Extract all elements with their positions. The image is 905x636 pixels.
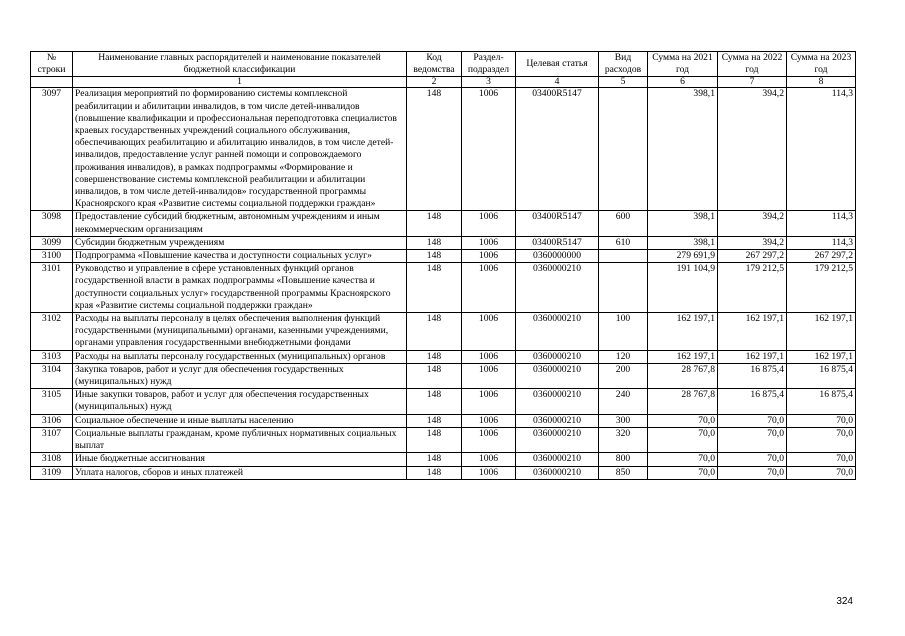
table-row xyxy=(31,466,856,479)
row-name: Расходы на выплаты персоналу в целях обеспечения выполнения функций государственными (муниципальными) органами, казенными учреждениями, органами управления государственными внебюджетными фондами xyxy=(73,313,407,351)
row-department-code: 148 xyxy=(407,313,462,351)
row-target-article: 0360000210 xyxy=(516,313,599,351)
row-expense-type: 120 xyxy=(599,350,648,363)
table-row xyxy=(31,236,856,249)
header-sum-2023: Сумма на 2023 год xyxy=(787,52,856,77)
row-sum-2022: 70,0 xyxy=(718,453,787,466)
row-sum-2022: 70,0 xyxy=(718,466,787,479)
row-section: 1006 xyxy=(462,236,516,249)
row-expense-type xyxy=(599,263,648,313)
row-expense-type: 600 xyxy=(599,211,648,236)
row-name: Иные бюджетные ассигнования xyxy=(73,453,407,466)
table-row xyxy=(31,313,856,351)
column-number: 3 xyxy=(462,77,516,88)
row-sum-2021: 279 691,9 xyxy=(648,250,718,263)
row-sum-2023: 162 197,1 xyxy=(787,313,856,351)
row-section: 1006 xyxy=(462,211,516,236)
row-sum-2021: 162 197,1 xyxy=(648,313,718,351)
row-section: 1006 xyxy=(462,414,516,427)
row-expense-type: 200 xyxy=(599,363,648,388)
row-name: Подпрограмма «Повышение качества и доступности социальных услуг» xyxy=(73,250,407,263)
row-department-code: 148 xyxy=(407,427,462,452)
page-number: 324 xyxy=(836,596,853,607)
row-sum-2021: 398,1 xyxy=(648,211,718,236)
budget-table-container xyxy=(30,51,855,480)
row-number: 3099 xyxy=(31,236,73,249)
row-number: 3097 xyxy=(31,88,73,211)
row-expense-type: 240 xyxy=(599,389,648,414)
row-number: 3105 xyxy=(31,389,73,414)
row-name: Предоставление субсидий бюджетным, автономным учреждениям и иным некоммерческим организациям xyxy=(73,211,407,236)
row-sum-2023: 114,3 xyxy=(787,236,856,249)
row-sum-2022: 267 297,2 xyxy=(718,250,787,263)
header-row xyxy=(31,52,856,77)
row-name: Закупка товаров, работ и услуг для обеспечения государственных (муниципальных) нужд xyxy=(73,363,407,388)
row-target-article: 0360000210 xyxy=(516,414,599,427)
row-sum-2021: 70,0 xyxy=(648,414,718,427)
row-department-code: 148 xyxy=(407,211,462,236)
row-department-code: 148 xyxy=(407,236,462,249)
row-department-code: 148 xyxy=(407,414,462,427)
row-sum-2023: 70,0 xyxy=(787,466,856,479)
row-sum-2022: 394,2 xyxy=(718,236,787,249)
row-number: 3109 xyxy=(31,466,73,479)
row-target-article: 0360000210 xyxy=(516,350,599,363)
header-expense-type: Вид расходов xyxy=(599,52,648,77)
row-number: 3101 xyxy=(31,263,73,313)
row-sum-2021: 162 197,1 xyxy=(648,350,718,363)
table-row xyxy=(31,88,856,211)
row-sum-2021: 28 767,8 xyxy=(648,389,718,414)
row-target-article: 0360000210 xyxy=(516,363,599,388)
row-name: Социальное обеспечение и иные выплаты населению xyxy=(73,414,407,427)
row-sum-2023: 16 875,4 xyxy=(787,389,856,414)
row-sum-2022: 162 197,1 xyxy=(718,313,787,351)
row-section: 1006 xyxy=(462,350,516,363)
column-number xyxy=(31,77,73,88)
row-expense-type: 300 xyxy=(599,414,648,427)
row-target-article: 03400R5147 xyxy=(516,88,599,211)
table-row xyxy=(31,350,856,363)
row-name: Иные закупки товаров, работ и услуг для обеспечения государственных (муниципальных) нужд xyxy=(73,389,407,414)
header-target-article: Целевая статья xyxy=(516,52,599,77)
row-sum-2022: 394,2 xyxy=(718,88,787,211)
row-sum-2023: 70,0 xyxy=(787,453,856,466)
table-row xyxy=(31,363,856,388)
row-department-code: 148 xyxy=(407,466,462,479)
row-number: 3107 xyxy=(31,427,73,452)
row-sum-2021: 70,0 xyxy=(648,466,718,479)
row-department-code: 148 xyxy=(407,350,462,363)
column-number: 5 xyxy=(599,77,648,88)
row-section: 1006 xyxy=(462,88,516,211)
row-sum-2022: 179 212,5 xyxy=(718,263,787,313)
row-target-article: 0360000210 xyxy=(516,389,599,414)
row-sum-2023: 16 875,4 xyxy=(787,363,856,388)
row-sum-2023: 70,0 xyxy=(787,427,856,452)
row-number: 3103 xyxy=(31,350,73,363)
row-target-article: 0360000000 xyxy=(516,250,599,263)
row-department-code: 148 xyxy=(407,363,462,388)
row-number: 3108 xyxy=(31,453,73,466)
row-section: 1006 xyxy=(462,263,516,313)
row-sum-2021: 398,1 xyxy=(648,88,718,211)
row-target-article: 0360000210 xyxy=(516,263,599,313)
header-name: Наименование главных распорядителей и наименование показателей бюджетной классификации xyxy=(73,52,407,77)
row-expense-type: 100 xyxy=(599,313,648,351)
row-number: 3104 xyxy=(31,363,73,388)
row-section: 1006 xyxy=(462,389,516,414)
table-row xyxy=(31,453,856,466)
row-sum-2022: 16 875,4 xyxy=(718,389,787,414)
row-department-code: 148 xyxy=(407,88,462,211)
row-section: 1006 xyxy=(462,363,516,388)
row-sum-2021: 70,0 xyxy=(648,427,718,452)
row-expense-type: 850 xyxy=(599,466,648,479)
table-row xyxy=(31,389,856,414)
row-name: Субсидии бюджетным учреждениям xyxy=(73,236,407,249)
header-row-number: № строки xyxy=(31,52,73,77)
row-sum-2022: 16 875,4 xyxy=(718,363,787,388)
row-expense-type xyxy=(599,250,648,263)
column-number: 7 xyxy=(718,77,787,88)
row-target-article: 0360000210 xyxy=(516,427,599,452)
row-name: Уплата налогов, сборов и иных платежей xyxy=(73,466,407,479)
row-sum-2023: 70,0 xyxy=(787,414,856,427)
header-sum-2021: Сумма на 2021 год xyxy=(648,52,718,77)
row-department-code: 148 xyxy=(407,453,462,466)
row-target-article: 03400R5147 xyxy=(516,211,599,236)
table-row xyxy=(31,427,856,452)
table-row xyxy=(31,414,856,427)
row-sum-2022: 162 197,1 xyxy=(718,350,787,363)
row-sum-2022: 70,0 xyxy=(718,427,787,452)
row-name: Руководство и управление в сфере установленных функций органов государственной власти в рамках подпрограммы «Повышение качества и доступности социальных услуг» государственной программы Красноярского края «Развитие системы социальной поддержки граждан» xyxy=(73,263,407,313)
row-sum-2023: 162 197,1 xyxy=(787,350,856,363)
column-number-row xyxy=(31,77,856,88)
row-sum-2023: 179 212,5 xyxy=(787,263,856,313)
row-name: Социальные выплаты гражданам, кроме публичных нормативных социальных выплат xyxy=(73,427,407,452)
row-section: 1006 xyxy=(462,453,516,466)
row-sum-2021: 70,0 xyxy=(648,453,718,466)
header-section: Раздел-подраздел xyxy=(462,52,516,77)
column-number: 2 xyxy=(407,77,462,88)
header-department-code: Код ведомства xyxy=(407,52,462,77)
row-number: 3106 xyxy=(31,414,73,427)
row-expense-type: 610 xyxy=(599,236,648,249)
row-target-article: 0360000210 xyxy=(516,466,599,479)
row-sum-2023: 267 297,2 xyxy=(787,250,856,263)
row-target-article: 03400R5147 xyxy=(516,236,599,249)
row-sum-2023: 114,3 xyxy=(787,88,856,211)
row-name: Расходы на выплаты персоналу государственных (муниципальных) органов xyxy=(73,350,407,363)
budget-table xyxy=(30,51,856,480)
column-number: 6 xyxy=(648,77,718,88)
row-expense-type xyxy=(599,88,648,211)
table-row xyxy=(31,250,856,263)
column-number: 8 xyxy=(787,77,856,88)
row-sum-2021: 28 767,8 xyxy=(648,363,718,388)
row-section: 1006 xyxy=(462,466,516,479)
row-department-code: 148 xyxy=(407,389,462,414)
row-name: Реализация мероприятий по формированию системы комплексной реабилитации и абилитации инвалидов, в том числе детей-инвалидов (повышение квалификации и профессиональная переподготовка специалистов краевых государственных учреждений социального обслуживания, обеспечивающих реабилитацию и абилитацию инвалидов, в том числе детей-инвалидов, предоставление услуг ранней помощи и сопровождаемого проживания инвалидов), в рамках подпрограммы «Формирование и совершенствование системы комплексной реабилитации и абилитации инвалидов, в том числе детей-инвалидов» государственной программы Красноярского края «Развитие системы социальной поддержки граждан» xyxy=(73,88,407,211)
header-sum-2022: Сумма на 2022 год xyxy=(718,52,787,77)
row-number: 3098 xyxy=(31,211,73,236)
row-expense-type: 320 xyxy=(599,427,648,452)
table-row xyxy=(31,211,856,236)
row-sum-2022: 394,2 xyxy=(718,211,787,236)
row-expense-type: 800 xyxy=(599,453,648,466)
row-section: 1006 xyxy=(462,313,516,351)
row-department-code: 148 xyxy=(407,250,462,263)
row-section: 1006 xyxy=(462,250,516,263)
row-sum-2023: 114,3 xyxy=(787,211,856,236)
row-sum-2021: 191 104,9 xyxy=(648,263,718,313)
row-section: 1006 xyxy=(462,427,516,452)
column-number: 1 xyxy=(73,77,407,88)
column-number: 4 xyxy=(516,77,599,88)
row-number: 3102 xyxy=(31,313,73,351)
row-department-code: 148 xyxy=(407,263,462,313)
table-row xyxy=(31,263,856,313)
row-sum-2022: 70,0 xyxy=(718,414,787,427)
row-sum-2021: 398,1 xyxy=(648,236,718,249)
row-target-article: 0360000210 xyxy=(516,453,599,466)
row-number: 3100 xyxy=(31,250,73,263)
